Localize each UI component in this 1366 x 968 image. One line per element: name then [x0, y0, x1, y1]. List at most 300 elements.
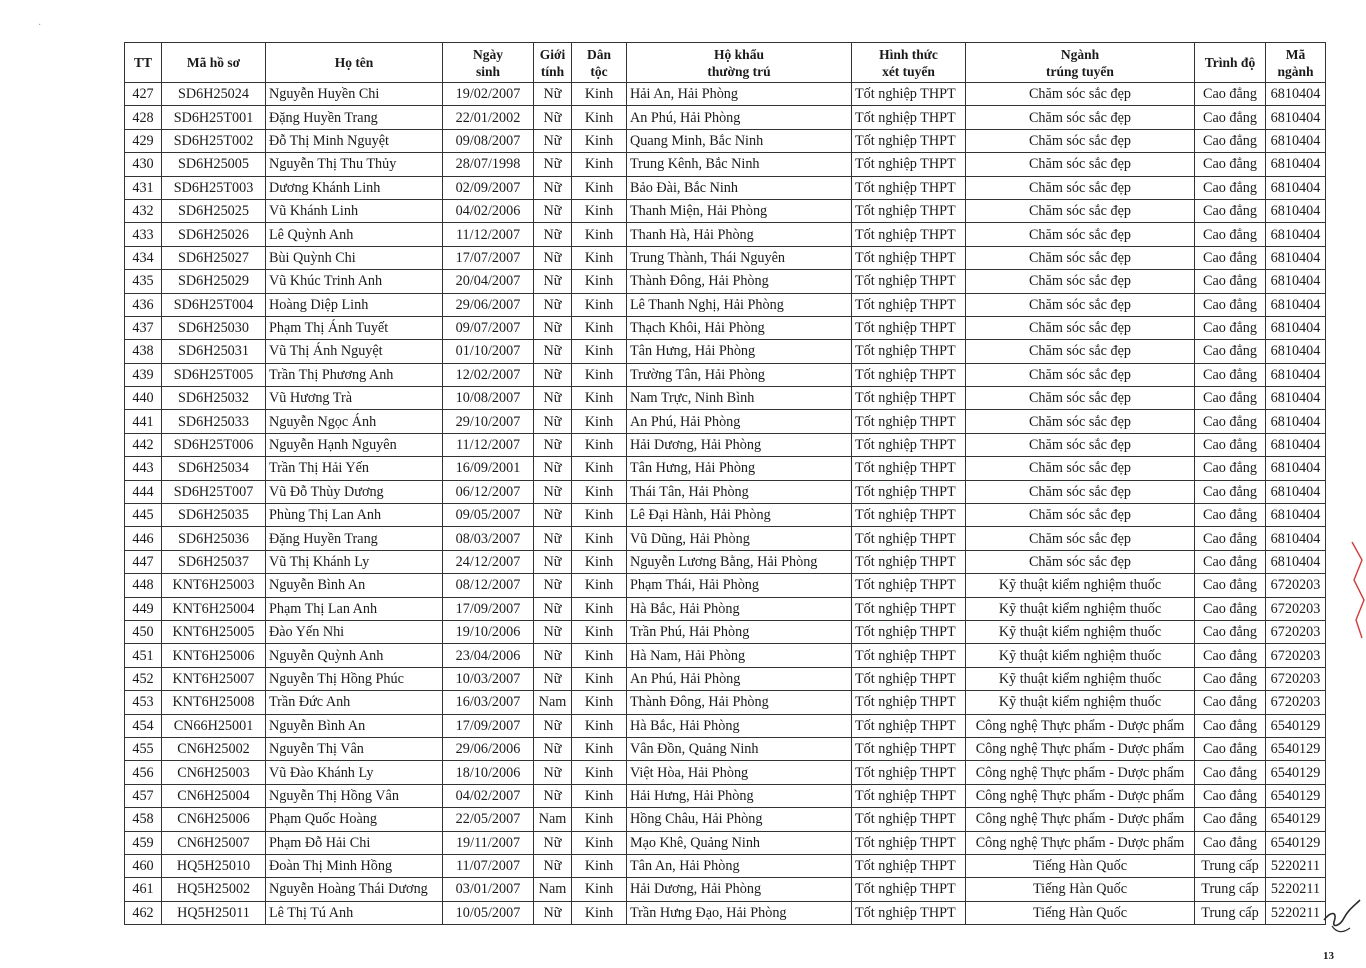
- cell-gioi-tinh: Nữ: [534, 199, 572, 222]
- cell-nganh: Kỹ thuật kiểm nghiệm thuốc: [966, 574, 1195, 597]
- cell-nganh: Chăm sóc sắc đẹp: [966, 527, 1195, 550]
- table-row: [125, 83, 1326, 106]
- cell-ngay-sinh: 08/03/2007: [443, 527, 534, 550]
- cell-trinh-do: Cao đẳng: [1195, 504, 1266, 527]
- cell-hinh-thuc: Tốt nghiệp THPT: [852, 340, 966, 363]
- cell-ma-nganh: 5220211: [1266, 878, 1326, 901]
- col-header-gioi-tinh: [534, 43, 572, 83]
- cell-ma-ho-so: SD6H25T007: [162, 480, 266, 503]
- cell-ma-nganh: 6810404: [1266, 106, 1326, 129]
- cell-trinh-do: Cao đẳng: [1195, 387, 1266, 410]
- cell-trinh-do: Cao đẳng: [1195, 153, 1266, 176]
- cell-nganh: Công nghệ Thực phẩm - Dược phẩm: [966, 831, 1195, 854]
- cell-ngay-sinh: 22/05/2007: [443, 808, 534, 831]
- col-header-nganh: [966, 43, 1195, 83]
- cell-dan-toc: Kinh: [572, 433, 627, 456]
- cell-ho-ten: Lê Quỳnh Anh: [266, 223, 443, 246]
- cell-ma-ho-so: CN6H25002: [162, 737, 266, 760]
- cell-tt: 447: [125, 550, 162, 573]
- cell-dan-toc: Kinh: [572, 808, 627, 831]
- cell-trinh-do: Cao đẳng: [1195, 433, 1266, 456]
- cell-tt: 445: [125, 504, 162, 527]
- cell-ho-khau: Vũ Dũng, Hải Phòng: [627, 527, 852, 550]
- cell-gioi-tinh: Nữ: [534, 270, 572, 293]
- cell-ho-ten: Phạm Đỗ Hải Chi: [266, 831, 443, 854]
- cell-tt: 451: [125, 644, 162, 667]
- cell-ngay-sinh: 22/01/2002: [443, 106, 534, 129]
- cell-ngay-sinh: 09/05/2007: [443, 504, 534, 527]
- cell-ho-khau: Nam Trực, Ninh Bình: [627, 387, 852, 410]
- cell-dan-toc: Kinh: [572, 737, 627, 760]
- cell-ngay-sinh: 06/12/2007: [443, 480, 534, 503]
- cell-hinh-thuc: Tốt nghiệp THPT: [852, 199, 966, 222]
- cell-ngay-sinh: 09/08/2007: [443, 129, 534, 152]
- cell-hinh-thuc: Tốt nghiệp THPT: [852, 504, 966, 527]
- cell-ma-nganh: 6810404: [1266, 387, 1326, 410]
- cell-ma-ho-so: SD6H25035: [162, 504, 266, 527]
- cell-ma-nganh: 6810404: [1266, 527, 1326, 550]
- table-row: [125, 878, 1326, 901]
- cell-ma-ho-so: SD6H25T006: [162, 433, 266, 456]
- cell-tt: 452: [125, 667, 162, 690]
- cell-gioi-tinh: Nữ: [534, 153, 572, 176]
- cell-dan-toc: Kinh: [572, 223, 627, 246]
- cell-dan-toc: Kinh: [572, 854, 627, 877]
- cell-ho-ten: Nguyễn Hoàng Thái Dương: [266, 878, 443, 901]
- header-line: trúng tuyển: [1046, 63, 1114, 79]
- cell-ho-ten: Bùi Quỳnh Chi: [266, 246, 443, 269]
- cell-ma-ho-so: SD6H25T001: [162, 106, 266, 129]
- cell-gioi-tinh: Nữ: [534, 223, 572, 246]
- cell-ngay-sinh: 10/05/2007: [443, 901, 534, 924]
- cell-nganh: Chăm sóc sắc đẹp: [966, 153, 1195, 176]
- cell-tt: 444: [125, 480, 162, 503]
- cell-ma-ho-so: HQ5H25002: [162, 878, 266, 901]
- cell-trinh-do: Cao đẳng: [1195, 246, 1266, 269]
- cell-hinh-thuc: Tốt nghiệp THPT: [852, 316, 966, 339]
- header-line: tộc: [590, 63, 608, 79]
- cell-hinh-thuc: Tốt nghiệp THPT: [852, 574, 966, 597]
- cell-nganh: Chăm sóc sắc đẹp: [966, 387, 1195, 410]
- cell-ho-khau: Phạm Thái, Hải Phòng: [627, 574, 852, 597]
- cell-tt: 443: [125, 457, 162, 480]
- cell-ma-nganh: 6810404: [1266, 153, 1326, 176]
- cell-ma-ho-so: SD6H25027: [162, 246, 266, 269]
- cell-ho-ten: Hoàng Diệp Linh: [266, 293, 443, 316]
- cell-nganh: Chăm sóc sắc đẹp: [966, 504, 1195, 527]
- header-line: thường trú: [707, 63, 771, 79]
- cell-ho-khau: Lê Đại Hành, Hải Phòng: [627, 504, 852, 527]
- red-ink-mark-icon: [1348, 540, 1366, 640]
- cell-ma-ho-so: SD6H25T004: [162, 293, 266, 316]
- cell-nganh: Kỹ thuật kiểm nghiệm thuốc: [966, 644, 1195, 667]
- cell-ho-khau: Thanh Hà, Hải Phòng: [627, 223, 852, 246]
- cell-ma-nganh: 6720203: [1266, 574, 1326, 597]
- cell-ho-ten: Vũ Đỗ Thùy Dương: [266, 480, 443, 503]
- cell-dan-toc: Kinh: [572, 691, 627, 714]
- cell-ma-ho-so: HQ5H25010: [162, 854, 266, 877]
- cell-nganh: Chăm sóc sắc đẹp: [966, 340, 1195, 363]
- cell-ngay-sinh: 03/01/2007: [443, 878, 534, 901]
- table-row: [125, 480, 1326, 503]
- table-row: [125, 223, 1326, 246]
- cell-ngay-sinh: 24/12/2007: [443, 550, 534, 573]
- cell-tt: 448: [125, 574, 162, 597]
- table-row: [125, 808, 1326, 831]
- cell-ma-nganh: 6540129: [1266, 808, 1326, 831]
- table-row: [125, 106, 1326, 129]
- cell-ho-khau: Nguyễn Lương Bằng, Hải Phòng: [627, 550, 852, 573]
- cell-dan-toc: Kinh: [572, 901, 627, 924]
- cell-ho-khau: Trung Kênh, Bắc Ninh: [627, 153, 852, 176]
- cell-trinh-do: Cao đẳng: [1195, 363, 1266, 386]
- cell-gioi-tinh: Nữ: [534, 340, 572, 363]
- cell-ho-ten: Nguyễn Thị Hồng Vân: [266, 784, 443, 807]
- cell-ho-ten: Nguyễn Huyền Chi: [266, 83, 443, 106]
- cell-ma-nganh: 6810404: [1266, 457, 1326, 480]
- cell-nganh: Tiếng Hàn Quốc: [966, 878, 1195, 901]
- table-row: [125, 737, 1326, 760]
- cell-gioi-tinh: Nữ: [534, 784, 572, 807]
- cell-trinh-do: Cao đẳng: [1195, 574, 1266, 597]
- cell-ma-ho-so: SD6H25030: [162, 316, 266, 339]
- table-row: [125, 901, 1326, 924]
- cell-ma-ho-so: KNT6H25004: [162, 597, 266, 620]
- cell-ngay-sinh: 23/04/2006: [443, 644, 534, 667]
- header-line: ngành: [1277, 63, 1314, 79]
- cell-ho-ten: Vũ Khánh Linh: [266, 199, 443, 222]
- cell-gioi-tinh: Nam: [534, 808, 572, 831]
- table-row: [125, 854, 1326, 877]
- cell-ngay-sinh: 29/06/2007: [443, 293, 534, 316]
- col-header-ho-khau: [627, 43, 852, 83]
- cell-nganh: Chăm sóc sắc đẹp: [966, 410, 1195, 433]
- cell-hinh-thuc: Tốt nghiệp THPT: [852, 691, 966, 714]
- cell-dan-toc: Kinh: [572, 83, 627, 106]
- col-header-ho-ten: Họ tên: [266, 43, 443, 83]
- cell-tt: 459: [125, 831, 162, 854]
- cell-gioi-tinh: Nữ: [534, 433, 572, 456]
- cell-ma-ho-so: SD6H25031: [162, 340, 266, 363]
- cell-hinh-thuc: Tốt nghiệp THPT: [852, 246, 966, 269]
- cell-gioi-tinh: Nữ: [534, 901, 572, 924]
- cell-ho-ten: Đoàn Thị Minh Hồng: [266, 854, 443, 877]
- cell-ma-nganh: 6540129: [1266, 784, 1326, 807]
- cell-hinh-thuc: Tốt nghiệp THPT: [852, 878, 966, 901]
- cell-ma-nganh: 6810404: [1266, 246, 1326, 269]
- cell-ho-ten: Vũ Hương Trà: [266, 387, 443, 410]
- cell-dan-toc: Kinh: [572, 410, 627, 433]
- cell-tt: 430: [125, 153, 162, 176]
- cell-trinh-do: Cao đẳng: [1195, 270, 1266, 293]
- table-row: [125, 644, 1326, 667]
- cell-dan-toc: Kinh: [572, 878, 627, 901]
- cell-tt: 431: [125, 176, 162, 199]
- header-line: Dân: [586, 46, 611, 62]
- cell-ho-khau: Tân Hưng, Hải Phòng: [627, 457, 852, 480]
- cell-ngay-sinh: 17/09/2007: [443, 597, 534, 620]
- cell-ho-khau: Thái Tân, Hải Phòng: [627, 480, 852, 503]
- col-header-hinh-thuc: [852, 43, 966, 83]
- cell-ho-khau: An Phú, Hải Phòng: [627, 106, 852, 129]
- cell-tt: 446: [125, 527, 162, 550]
- cell-ma-nganh: 6540129: [1266, 761, 1326, 784]
- cell-ho-ten: Trần Thị Phương Anh: [266, 363, 443, 386]
- cell-ngay-sinh: 10/03/2007: [443, 667, 534, 690]
- table-row: [125, 597, 1326, 620]
- cell-gioi-tinh: Nữ: [534, 363, 572, 386]
- cell-gioi-tinh: Nữ: [534, 737, 572, 760]
- cell-trinh-do: Cao đẳng: [1195, 199, 1266, 222]
- cell-hinh-thuc: Tốt nghiệp THPT: [852, 737, 966, 760]
- cell-ma-ho-so: KNT6H25006: [162, 644, 266, 667]
- table-row: [125, 574, 1326, 597]
- cell-ngay-sinh: 19/11/2007: [443, 831, 534, 854]
- cell-hinh-thuc: Tốt nghiệp THPT: [852, 831, 966, 854]
- header-line: sinh: [475, 63, 501, 79]
- cell-tt: 458: [125, 808, 162, 831]
- cell-ma-nganh: 6720203: [1266, 597, 1326, 620]
- cell-hinh-thuc: Tốt nghiệp THPT: [852, 293, 966, 316]
- cell-ngay-sinh: 18/10/2006: [443, 761, 534, 784]
- cell-dan-toc: Kinh: [572, 340, 627, 363]
- handwritten-signature-icon: [1320, 898, 1364, 938]
- cell-gioi-tinh: Nữ: [534, 854, 572, 877]
- cell-ma-nganh: 5220211: [1266, 901, 1326, 924]
- cell-tt: 460: [125, 854, 162, 877]
- cell-tt: 457: [125, 784, 162, 807]
- admission-roster-table: [124, 42, 1326, 925]
- cell-hinh-thuc: Tốt nghiệp THPT: [852, 387, 966, 410]
- cell-ho-ten: Vũ Thị Ánh Nguyệt: [266, 340, 443, 363]
- cell-gioi-tinh: Nữ: [534, 410, 572, 433]
- cell-nganh: Tiếng Hàn Quốc: [966, 901, 1195, 924]
- cell-ma-nganh: 6720203: [1266, 691, 1326, 714]
- cell-ma-nganh: 6540129: [1266, 831, 1326, 854]
- table-row: [125, 316, 1326, 339]
- cell-ma-ho-so: SD6H25025: [162, 199, 266, 222]
- cell-gioi-tinh: Nam: [534, 878, 572, 901]
- table-row: [125, 527, 1326, 550]
- cell-nganh: Công nghệ Thực phẩm - Dược phẩm: [966, 714, 1195, 737]
- cell-ma-nganh: 6810404: [1266, 550, 1326, 573]
- cell-dan-toc: Kinh: [572, 620, 627, 643]
- cell-gioi-tinh: Nữ: [534, 550, 572, 573]
- cell-ho-khau: Việt Hòa, Hải Phòng: [627, 761, 852, 784]
- cell-ngay-sinh: 04/02/2006: [443, 199, 534, 222]
- cell-ho-ten: Phùng Thị Lan Anh: [266, 504, 443, 527]
- cell-ho-ten: Nguyễn Bình An: [266, 714, 443, 737]
- cell-ngay-sinh: 29/06/2006: [443, 737, 534, 760]
- cell-ho-ten: Nguyễn Thị Hồng Phúc: [266, 667, 443, 690]
- cell-ma-ho-so: KNT6H25008: [162, 691, 266, 714]
- cell-ngay-sinh: 17/09/2007: [443, 714, 534, 737]
- cell-ho-khau: Vân Đồn, Quảng Ninh: [627, 737, 852, 760]
- table-row: [125, 387, 1326, 410]
- cell-tt: 455: [125, 737, 162, 760]
- cell-trinh-do: Cao đẳng: [1195, 457, 1266, 480]
- cell-ho-khau: Bảo Đài, Bắc Ninh: [627, 176, 852, 199]
- col-header-tt: TT: [125, 43, 162, 83]
- table-row: [125, 457, 1326, 480]
- cell-tt: 456: [125, 761, 162, 784]
- cell-nganh: Tiếng Hàn Quốc: [966, 854, 1195, 877]
- cell-nganh: Kỹ thuật kiểm nghiệm thuốc: [966, 620, 1195, 643]
- cell-dan-toc: Kinh: [572, 831, 627, 854]
- cell-tt: 439: [125, 363, 162, 386]
- cell-ma-nganh: 6810404: [1266, 433, 1326, 456]
- cell-ma-ho-so: HQ5H25011: [162, 901, 266, 924]
- cell-tt: 437: [125, 316, 162, 339]
- cell-ngay-sinh: 17/07/2007: [443, 246, 534, 269]
- cell-dan-toc: Kinh: [572, 176, 627, 199]
- cell-ho-khau: Hải Dương, Hải Phòng: [627, 433, 852, 456]
- cell-ma-nganh: 6720203: [1266, 620, 1326, 643]
- cell-gioi-tinh: Nữ: [534, 597, 572, 620]
- cell-tt: 450: [125, 620, 162, 643]
- cell-nganh: Chăm sóc sắc đẹp: [966, 270, 1195, 293]
- cell-ho-ten: Đào Yến Nhi: [266, 620, 443, 643]
- cell-ma-ho-so: SD6H25024: [162, 83, 266, 106]
- cell-ma-nganh: 6540129: [1266, 737, 1326, 760]
- cell-hinh-thuc: Tốt nghiệp THPT: [852, 597, 966, 620]
- cell-trinh-do: Trung cấp: [1195, 901, 1266, 924]
- cell-ma-nganh: 6810404: [1266, 293, 1326, 316]
- table-row: [125, 410, 1326, 433]
- cell-ho-ten: Đỗ Thị Minh Nguyệt: [266, 129, 443, 152]
- cell-ma-ho-so: SD6H25036: [162, 527, 266, 550]
- cell-ma-nganh: 5220211: [1266, 854, 1326, 877]
- cell-dan-toc: Kinh: [572, 246, 627, 269]
- cell-gioi-tinh: Nữ: [534, 644, 572, 667]
- cell-hinh-thuc: Tốt nghiệp THPT: [852, 550, 966, 573]
- cell-ho-khau: Quang Minh, Bắc Ninh: [627, 129, 852, 152]
- cell-ngay-sinh: 28/07/1998: [443, 153, 534, 176]
- cell-hinh-thuc: Tốt nghiệp THPT: [852, 620, 966, 643]
- cell-ho-ten: Trần Thị Hải Yến: [266, 457, 443, 480]
- cell-hinh-thuc: Tốt nghiệp THPT: [852, 457, 966, 480]
- table-row: [125, 691, 1326, 714]
- cell-trinh-do: Cao đẳng: [1195, 223, 1266, 246]
- cell-gioi-tinh: Nữ: [534, 574, 572, 597]
- cell-gioi-tinh: Nữ: [534, 176, 572, 199]
- cell-ma-ho-so: SD6H25037: [162, 550, 266, 573]
- header-line: Giới: [539, 46, 566, 62]
- cell-gioi-tinh: Nữ: [534, 504, 572, 527]
- cell-ma-ho-so: KNT6H25007: [162, 667, 266, 690]
- cell-tt: 462: [125, 901, 162, 924]
- table-row: [125, 176, 1326, 199]
- table-row: [125, 433, 1326, 456]
- cell-ma-nganh: 6810404: [1266, 504, 1326, 527]
- cell-trinh-do: Cao đẳng: [1195, 784, 1266, 807]
- cell-trinh-do: Cao đẳng: [1195, 316, 1266, 339]
- cell-tt: 441: [125, 410, 162, 433]
- cell-hinh-thuc: Tốt nghiệp THPT: [852, 808, 966, 831]
- cell-hinh-thuc: Tốt nghiệp THPT: [852, 901, 966, 924]
- cell-ngay-sinh: 19/10/2006: [443, 620, 534, 643]
- cell-gioi-tinh: Nữ: [534, 83, 572, 106]
- cell-nganh: Chăm sóc sắc đẹp: [966, 176, 1195, 199]
- cell-dan-toc: Kinh: [572, 504, 627, 527]
- cell-dan-toc: Kinh: [572, 106, 627, 129]
- cell-nganh: Công nghệ Thực phẩm - Dược phẩm: [966, 808, 1195, 831]
- cell-dan-toc: Kinh: [572, 316, 627, 339]
- cell-ho-khau: An Phú, Hải Phòng: [627, 410, 852, 433]
- cell-tt: 436: [125, 293, 162, 316]
- header-line: Ngày: [473, 46, 503, 62]
- header-line: tính: [540, 63, 565, 79]
- cell-hinh-thuc: Tốt nghiệp THPT: [852, 784, 966, 807]
- cell-ma-nganh: 6810404: [1266, 270, 1326, 293]
- table-row: [125, 667, 1326, 690]
- cell-gioi-tinh: Nữ: [534, 480, 572, 503]
- cell-ho-khau: Trường Tân, Hải Phòng: [627, 363, 852, 386]
- cell-tt: 449: [125, 597, 162, 620]
- cell-ma-ho-so: SD6H25005: [162, 153, 266, 176]
- cell-ho-khau: Tân An, Hải Phòng: [627, 854, 852, 877]
- cell-trinh-do: Cao đẳng: [1195, 340, 1266, 363]
- cell-nganh: Công nghệ Thực phẩm - Dược phẩm: [966, 737, 1195, 760]
- cell-trinh-do: Cao đẳng: [1195, 737, 1266, 760]
- cell-dan-toc: Kinh: [572, 199, 627, 222]
- cell-ngay-sinh: 19/02/2007: [443, 83, 534, 106]
- cell-ho-ten: Nguyễn Ngọc Ánh: [266, 410, 443, 433]
- cell-tt: 434: [125, 246, 162, 269]
- table-row: [125, 620, 1326, 643]
- cell-ho-ten: Nguyễn Bình An: [266, 574, 443, 597]
- cell-ngay-sinh: 08/12/2007: [443, 574, 534, 597]
- cell-ho-khau: Hà Nam, Hải Phòng: [627, 644, 852, 667]
- cell-nganh: Công nghệ Thực phẩm - Dược phẩm: [966, 784, 1195, 807]
- cell-ma-ho-so: CN66H25001: [162, 714, 266, 737]
- cell-ho-ten: Vũ Thị Khánh Ly: [266, 550, 443, 573]
- cell-ma-ho-so: SD6H25T005: [162, 363, 266, 386]
- cell-trinh-do: Trung cấp: [1195, 854, 1266, 877]
- cell-ngay-sinh: 29/10/2007: [443, 410, 534, 433]
- cell-ma-ho-so: KNT6H25005: [162, 620, 266, 643]
- cell-ma-ho-so: CN6H25007: [162, 831, 266, 854]
- cell-ho-khau: Hải Dương, Hải Phòng: [627, 878, 852, 901]
- cell-ho-khau: Hà Bắc, Hải Phòng: [627, 714, 852, 737]
- cell-dan-toc: Kinh: [572, 129, 627, 152]
- cell-ma-ho-so: SD6H25029: [162, 270, 266, 293]
- cell-hinh-thuc: Tốt nghiệp THPT: [852, 480, 966, 503]
- cell-gioi-tinh: Nữ: [534, 831, 572, 854]
- cell-nganh: Kỹ thuật kiểm nghiệm thuốc: [966, 597, 1195, 620]
- cell-dan-toc: Kinh: [572, 293, 627, 316]
- cell-ma-nganh: 6810404: [1266, 129, 1326, 152]
- cell-ngay-sinh: 11/12/2007: [443, 433, 534, 456]
- cell-nganh: Chăm sóc sắc đẹp: [966, 363, 1195, 386]
- cell-ma-nganh: 6810404: [1266, 176, 1326, 199]
- cell-ho-khau: Thạch Khôi, Hải Phòng: [627, 316, 852, 339]
- cell-hinh-thuc: Tốt nghiệp THPT: [852, 106, 966, 129]
- cell-nganh: Công nghệ Thực phẩm - Dược phẩm: [966, 761, 1195, 784]
- cell-trinh-do: Cao đẳng: [1195, 410, 1266, 433]
- cell-nganh: Chăm sóc sắc đẹp: [966, 129, 1195, 152]
- table-header-row: [125, 43, 1326, 83]
- cell-ngay-sinh: 20/04/2007: [443, 270, 534, 293]
- cell-dan-toc: Kinh: [572, 480, 627, 503]
- cell-nganh: Chăm sóc sắc đẹp: [966, 433, 1195, 456]
- cell-dan-toc: Kinh: [572, 550, 627, 573]
- cell-ho-ten: Phạm Thị Lan Anh: [266, 597, 443, 620]
- cell-tt: 440: [125, 387, 162, 410]
- cell-ma-ho-so: SD6H25032: [162, 387, 266, 410]
- cell-ho-ten: Dương Khánh Linh: [266, 176, 443, 199]
- cell-tt: 454: [125, 714, 162, 737]
